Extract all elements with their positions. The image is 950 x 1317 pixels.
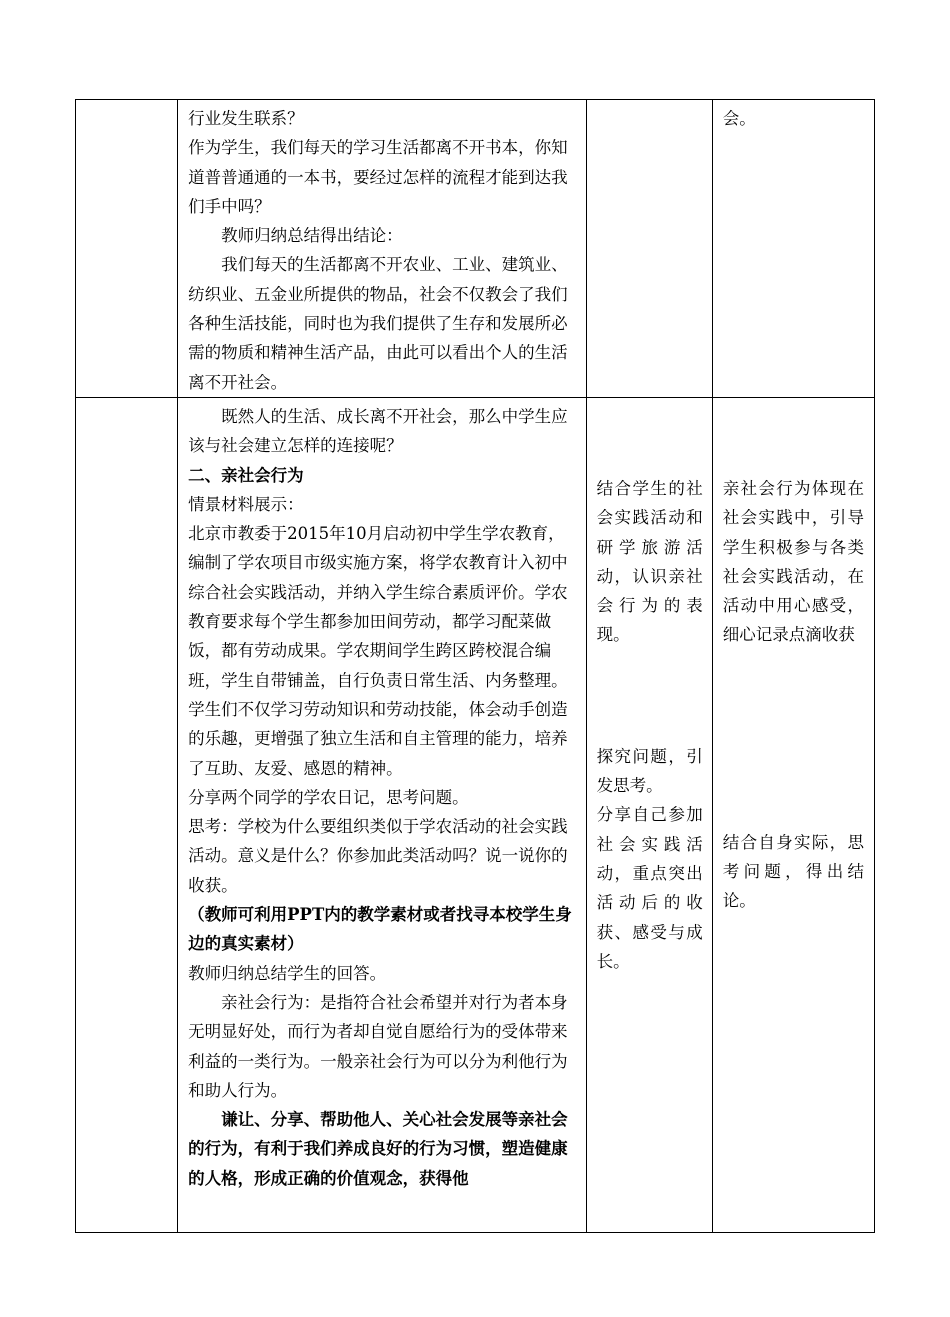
student-activity-text: 结合学生的社会实践活动和研学旅游活动，认识亲社会行为的表现。 bbox=[596, 478, 703, 645]
conclusion-paragraph: 谦让、分享、帮助他人、关心社会发展等亲社会的行为，有利于我们养成良好的行为习惯，塑造健康的人格，形成正确的价值观念，获得他 bbox=[188, 1110, 568, 1188]
paragraph: 既然人的生活、成长离不开社会，那么中学生应该与社会建立怎样的连接呢？ bbox=[188, 406, 568, 456]
stage-cell bbox=[76, 100, 178, 398]
lesson-plan-table bbox=[75, 99, 875, 1233]
content-cell bbox=[178, 100, 587, 398]
content-cell bbox=[178, 397, 587, 1232]
student-activity-text: 分享自己参加社会实践活动，重点突出活动后的收获、感受与成长。 bbox=[596, 805, 703, 971]
definition-paragraph: 亲社会行为：是指符合社会希望并对行为者本身无明显好处，而行为者却自觉自愿给行为的受体带来利益的一类行为。一般亲社会行为可以分为利他行为和助人行为。 bbox=[188, 992, 568, 1100]
student-activity-text: 探究问题，引发思考。 bbox=[596, 746, 703, 796]
design-intent-cell bbox=[712, 100, 874, 398]
table-row bbox=[76, 100, 875, 398]
student-activity-cell bbox=[586, 397, 712, 1232]
paragraph: 我们每天的生活都离不开农业、工业、建筑业、纺织业、五金业所提供的物品，社会不仅教会了我们各种生活技能，同时也为我们提供了生存和发展所必需的物质和精神生活产品，由此可以看出个人的生活离不开社会。 bbox=[188, 255, 568, 392]
table-row bbox=[76, 397, 875, 1232]
teacher-note: （教师可利用PPT内的教学素材或者找寻本校学生身边的真实素材） bbox=[188, 905, 572, 954]
student-activity-cell bbox=[586, 100, 712, 398]
paragraph: 思考：学校为什么要组织类似于学农活动的社会实践活动。意义是什么？你参加此类活动吗？说一说你的收获。 bbox=[188, 817, 568, 895]
paragraph: 分享两个同学的学农日记，思考问题。 bbox=[188, 787, 469, 807]
stage-cell bbox=[76, 397, 178, 1232]
student-activity-text bbox=[587, 100, 712, 104]
design-intent-text: 结合自身实际，思考问题，得出结论。 bbox=[722, 832, 864, 911]
design-intent-text: 亲社会行为体现在社会实践中，引导学生积极参与各类社会实践活动，在活动中用心感受，细心记录点滴收获 bbox=[722, 478, 864, 645]
design-intent-cell bbox=[712, 397, 874, 1232]
section-heading: 二、亲社会行为 bbox=[188, 465, 304, 485]
paragraph: 北京市教委于2015年10月启动初中学生学农教育，编制了学农项目市级实施方案，将学农教育计入初中综合社会实践活动，并纳入学生综合素质评价。学农教育要求每个学生都参加田间劳动，都学习配菜做饭，都有劳动成果。学农期间学生跨区跨校混合编班，学生自带铺盖，自行负责日常生活、内务整理。学生们不仅学习劳动知识和劳动技能，体会动手创造的乐趣，更增强了独立生活和自主管理的能力，培养了互助、友爱、感恩的精神。 bbox=[188, 524, 568, 778]
paragraph: 情景材料展示： bbox=[188, 494, 304, 514]
paragraph: 行业发生联系？ bbox=[188, 109, 304, 128]
paragraph: 作为学生，我们每天的学习生活都离不开书本，你知道普普通通的一本书，要经过怎样的流程才能到达我们手中吗？ bbox=[188, 138, 568, 216]
paragraph: 教师归纳总结学生的回答。 bbox=[188, 963, 387, 983]
design-intent-text: 会。 bbox=[722, 109, 756, 128]
paragraph: 教师归纳总结得出结论： bbox=[221, 226, 403, 246]
